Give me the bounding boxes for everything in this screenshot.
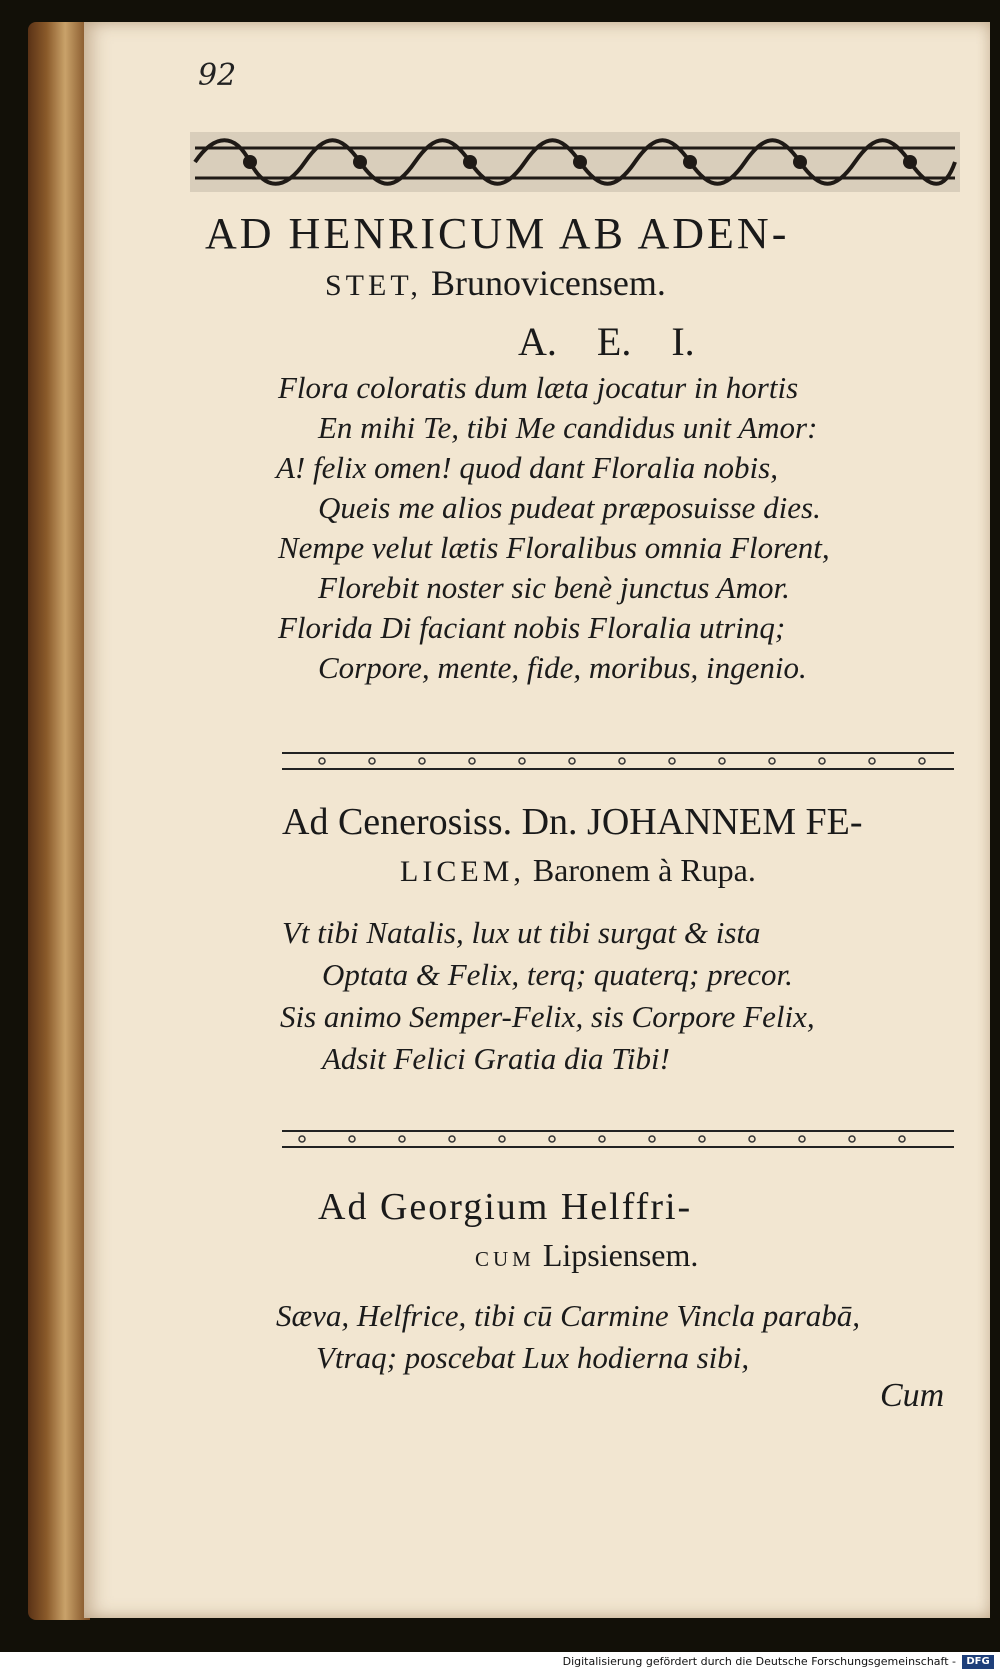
poem1-line-5: Nempe velut lætis Floralibus omnia Florent, [278, 530, 830, 565]
poem3-line-2: Vtraq; poscebat Lux hodierna sibi, [316, 1340, 750, 1375]
poem1-heading-line3: A. E. I. [518, 319, 695, 364]
poem2-line-1: Vt tibi Natalis, lux ut tibi surgat & ista [282, 915, 761, 950]
section-divider-1 [282, 750, 954, 772]
poem3-heading-line1: Ad Georgium Helffri- [318, 1186, 693, 1228]
poem1-heading-name: Brunovicensem. [430, 263, 666, 303]
poem2-line-3: Sis animo Semper-Felix, sis Corpore Felix, [280, 999, 815, 1034]
poem1-heading-line1: AD HENRICUM AB ADEN- [205, 209, 790, 258]
book-spine [28, 22, 90, 1620]
poem1-line-1: Flora coloratis dum læta jocatur in hortis [278, 370, 799, 405]
poem1-line-8: Corpore, mente, fide, moribus, ingenio. [318, 650, 807, 685]
digitization-footer [0, 1652, 1000, 1672]
poem2-heading-name: Baronem à Rupa. [532, 852, 756, 888]
poem2-line-4: Adsit Felici Gratia dia Tibi! [322, 1041, 670, 1076]
footer-credit: Digitalisierung gefördert durch die Deutsche Forschungsgemeinschaft - [562, 1655, 956, 1668]
poem3-heading-line2 [475, 1237, 698, 1274]
poem1-heading-smallcaps: STET, [325, 269, 422, 302]
poem1-line-2: En mihi Te, tibi Me candidus unit Amor: [318, 410, 818, 445]
dfg-logo-icon: DFG [962, 1655, 994, 1669]
catchword: Cum [880, 1377, 945, 1414]
section-divider-2 [282, 1128, 954, 1150]
poem3-heading-smallcaps: cum [475, 1240, 535, 1273]
poem1-line-6: Florebit noster sic benè junctus Amor. [318, 570, 790, 605]
poem1-line-3: A! felix omen! quod dant Floralia nobis, [276, 450, 778, 485]
poem2-heading-line2 [400, 852, 756, 889]
poem3-heading-name: Lipsiensem. [542, 1237, 699, 1273]
poem3-line-1: Sæva, Helfrice, tibi cū Carmine Vincla parabā, [276, 1298, 861, 1333]
poem2-line-2: Optata & Felix, terq; quaterq; precor. [322, 957, 793, 992]
poem2-heading-line1: Ad Cenerosiss. Dn. JOHANNEM FE- [282, 801, 863, 843]
header-ornament [190, 128, 960, 196]
poem1-line-4: Queis me alios pudeat præposuisse dies. [318, 490, 821, 525]
poem1-line-7: Florida Di faciant nobis Floralia utrinq; [278, 610, 786, 645]
poem1-heading-line2 [325, 262, 666, 304]
poem2-heading-smallcaps: LICEM, [400, 855, 525, 888]
page-number: 92 [198, 58, 237, 93]
